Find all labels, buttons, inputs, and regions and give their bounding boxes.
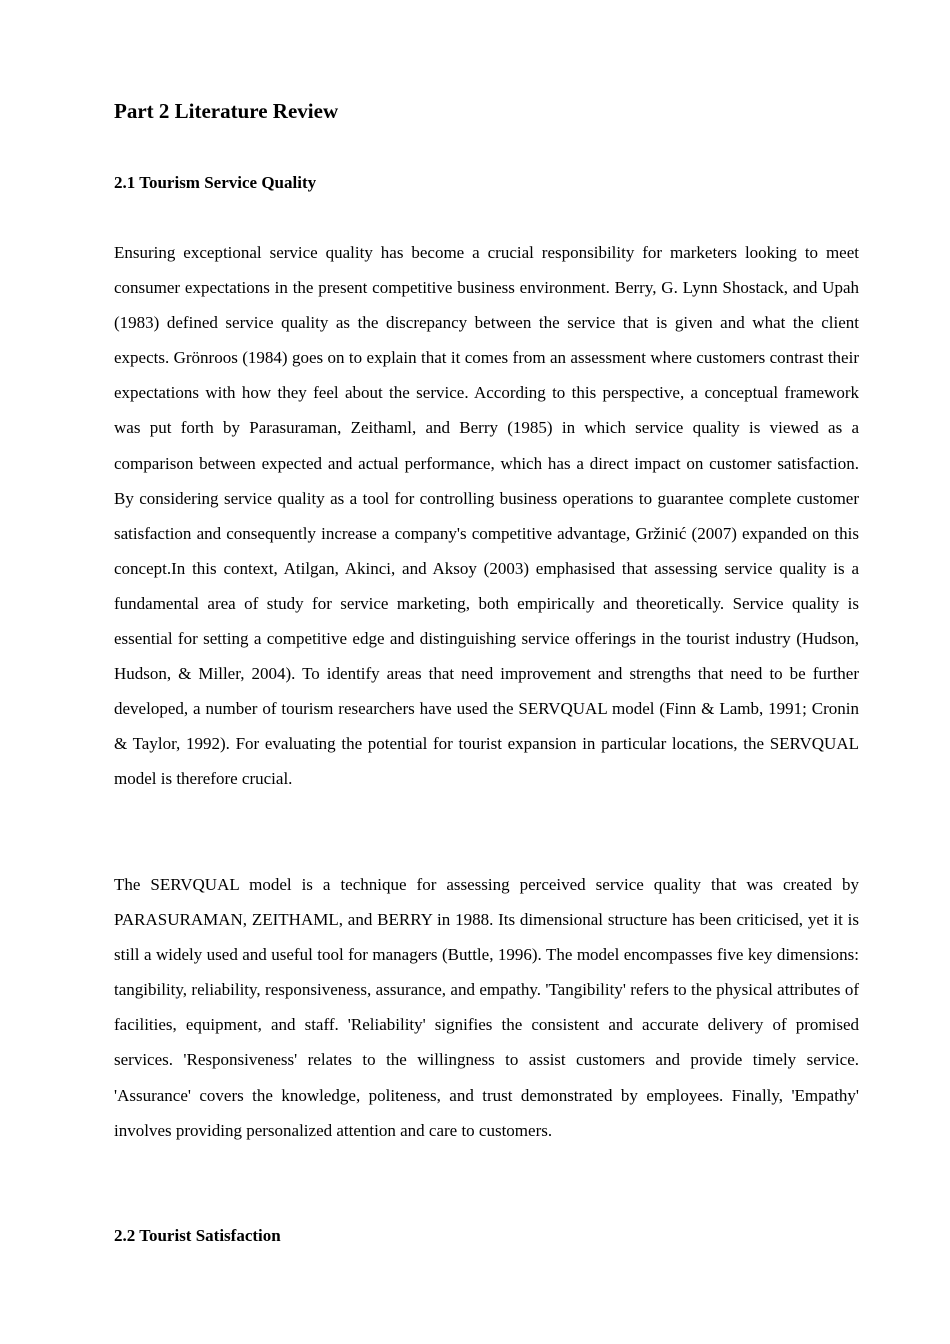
section-heading-2-2: 2.2 Tourist Satisfaction <box>114 1226 281 1245</box>
part-title: Part 2 Literature Review <box>114 99 339 123</box>
section-heading-2-1: 2.1 Tourism Service Quality <box>114 173 317 192</box>
paragraph-service-quality: Ensuring exceptional service quality has become a crucial responsibility for marketers looking to meet consumer expectations in the present competitive business environment. Berry, G. Lynn Shostack, and Upah (1983) defined service quality as the discrepancy between the service that is given and what the client expects. Grönroos (1984) goes on to explain that it comes from an assessment where customers contrast their expectations with how they feel about the service. According to this perspective, a conceptual framework was put forth by Parasuraman, Zeithaml, and Berry (1985) in which service quality is viewed as a comparison between expected and actual performance, which has a direct impact on customer satisfaction. By considering service quality as a tool for controlling business operations to guarantee complete customer satisfaction and consequently increase a company's competitive advantage, Gržinić (2007) expanded on this concept.In this context, Atilgan, Akinci, and Aksoy (2003) emphasised that assessing service quality is a fundamental area of study for service marketing, both empirically and theoretically. Service quality is essential for setting a competitive edge and distinguishing service offerings in the tourist industry (Hudson, Hudson, & Miller, 2004). To identify areas that need improvement and strengths that need to be further developed, a number of tourism researchers have used the SERVQUAL model (Finn & Lamb, 1991; Cronin & Taylor, 1992). For evaluating the potential for tourist expansion in particular locations, the SERVQUAL model is therefore crucial. <box>114 243 859 789</box>
paragraph-servqual-model: The SERVQUAL model is a technique for assessing perceived service quality that was created by PARASURAMAN, ZEITHAML, and BERRY in 1988. Its dimensional structure has been criticised, yet it is still a widely used and useful tool for managers (Buttle, 1996). The model encompasses five key dimensions: tangibility, reliability, responsiveness, assurance, and empathy. 'Tangibility' refers to the physical attributes of facilities, equipment, and staff. 'Reliability' signifies the consistent and accurate delivery of promised services. 'Responsiveness' relates to the willingness to assist customers and provide timely service. 'Assurance' covers the knowledge, politeness, and trust demonstrated by employees. Finally, 'Empathy' involves providing personalized attention and care to customers. <box>114 875 859 1140</box>
